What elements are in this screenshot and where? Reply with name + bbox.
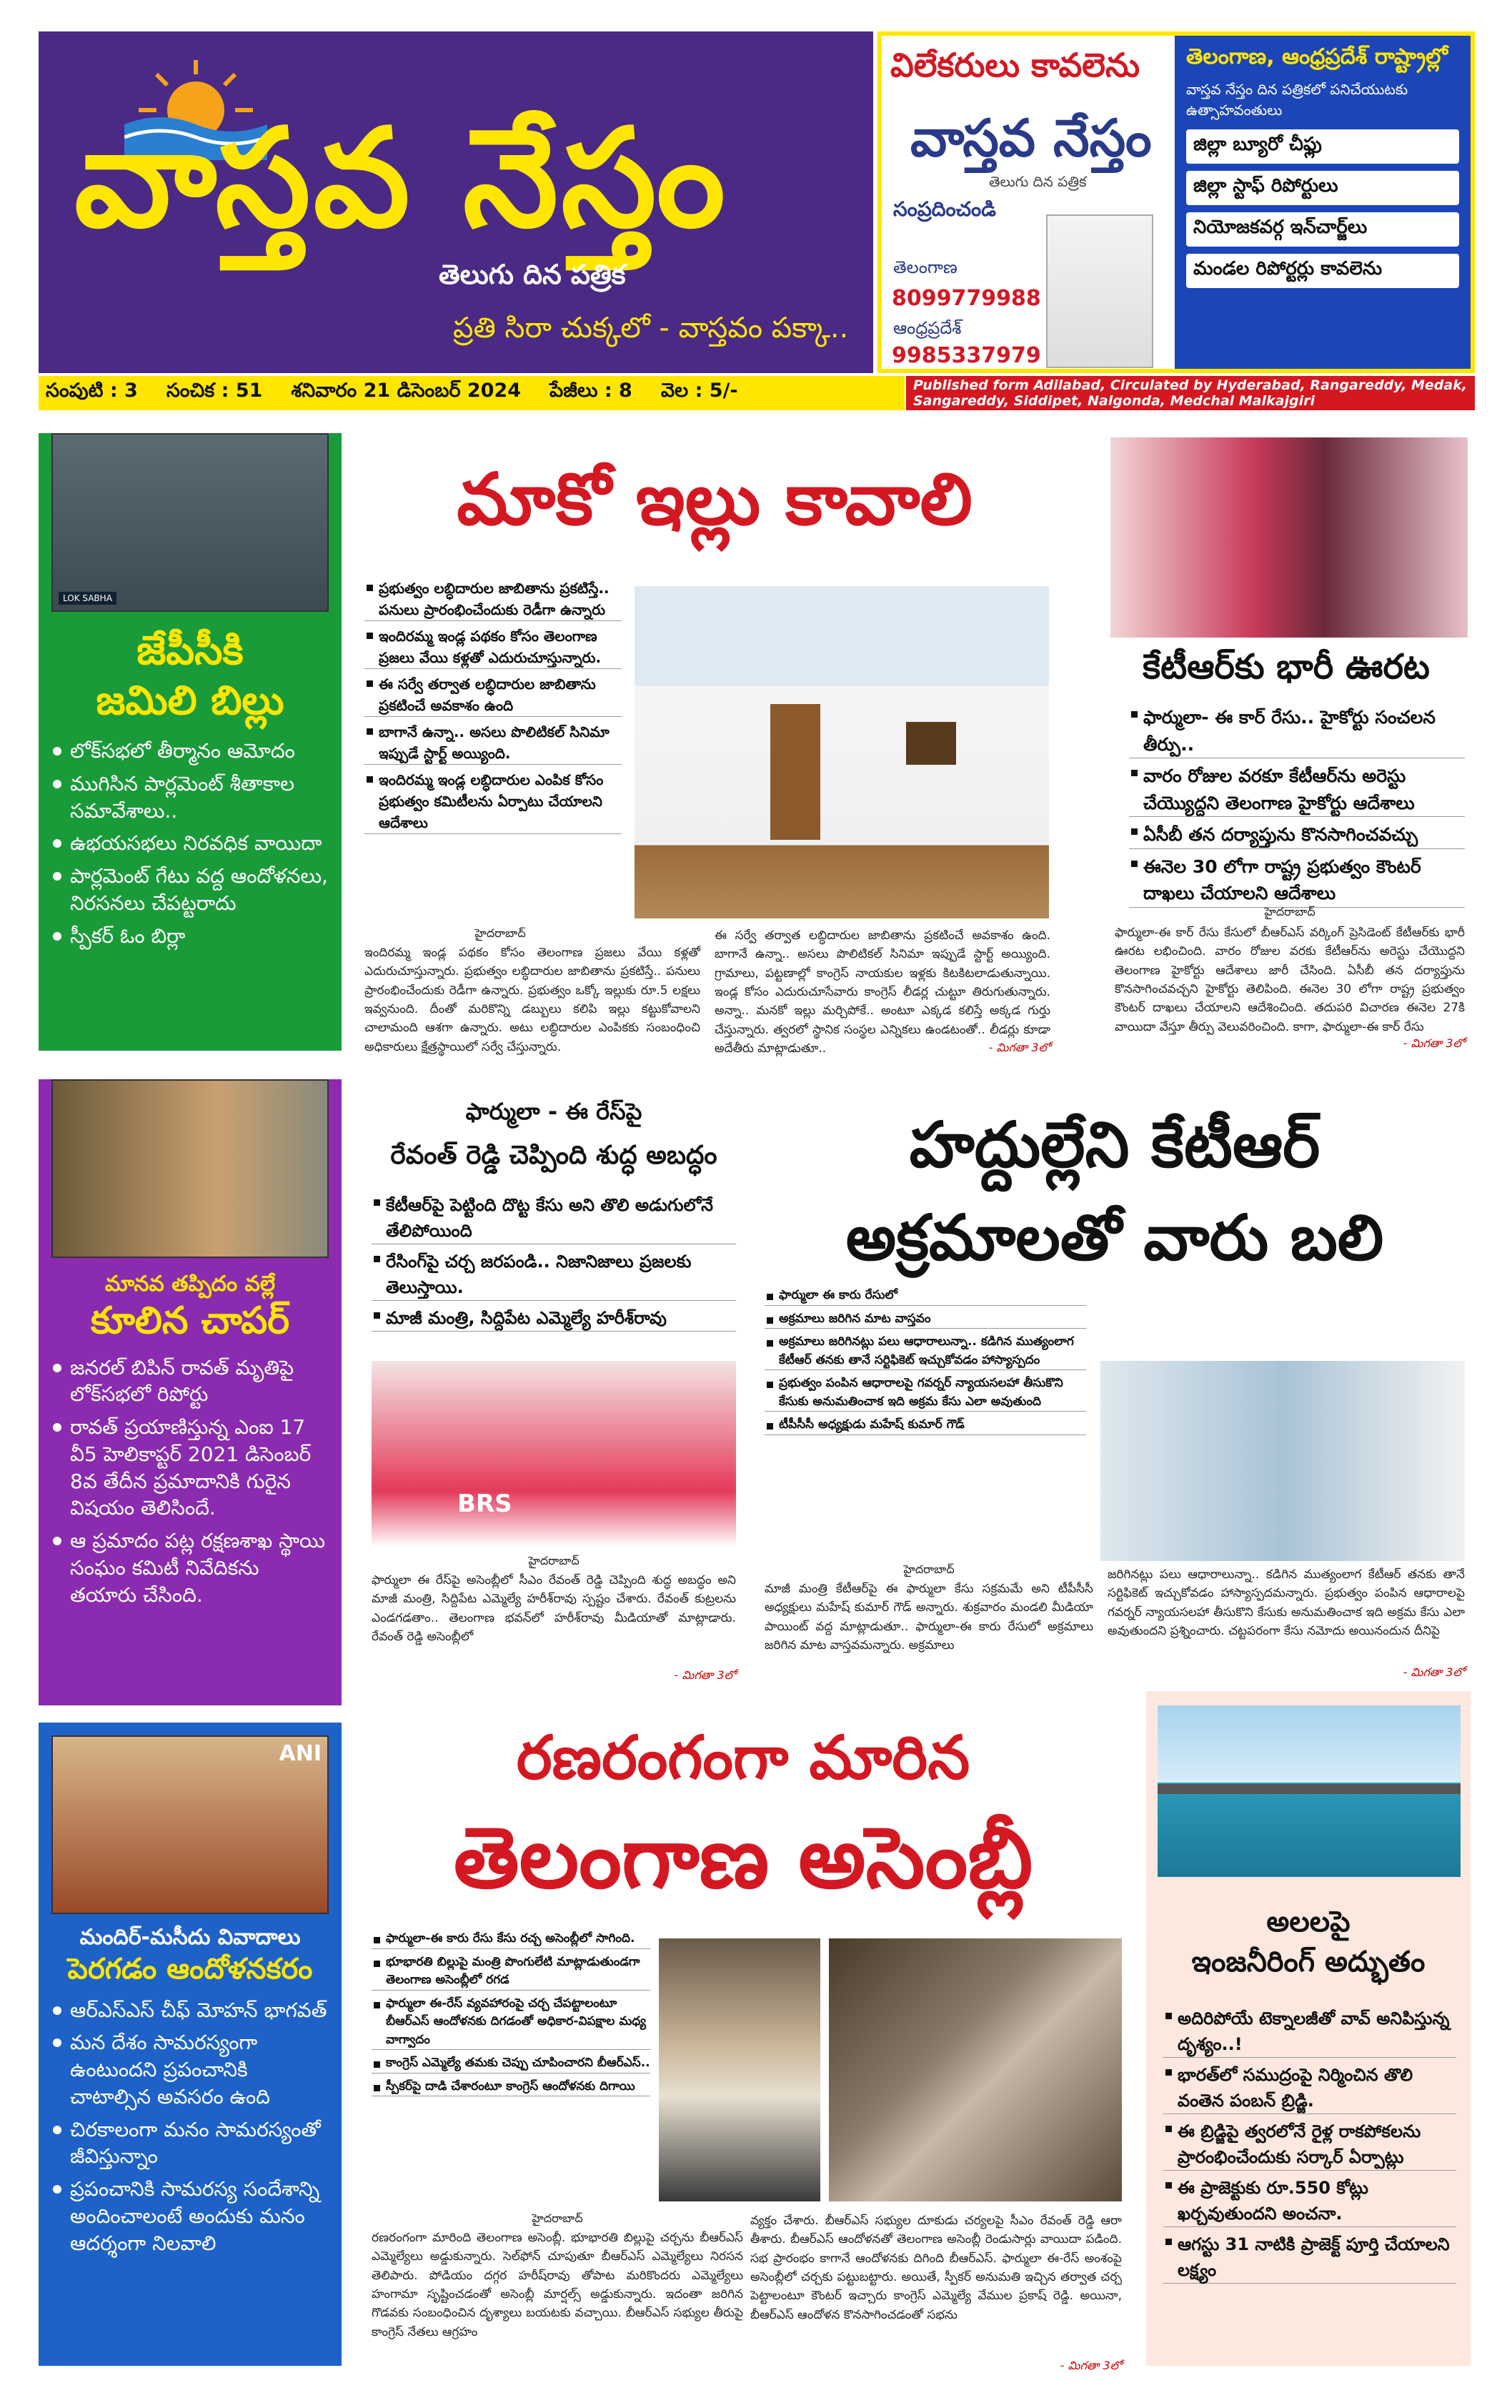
list-item: ఈ సర్వే తర్వాత లబ్ధిదారుల జాబితాను ప్రకటించే అవకాశం ఉంది bbox=[364, 673, 622, 717]
story6-bullets bbox=[1163, 2006, 1456, 2288]
story1-body-col1: ఇందిరమ్మ ఇండ్ల పథకం కోసం తెలంగాణ ప్రజలు వేయి కళ్లతో ఎదురుచూస్తున్నారు. ప్రభుత్వం లబ్ధిదారుల జాబితాను ప్రకటిస్తే.. పనులు ప్రారంభించేందుకు రెడీగా ఉన్నారు. ప్రభుత్వం ఒక్కో ఇల్లుకు రూ.5 లక్షలు ఇవ్వనుంది. దీంతో మరికొన్ని డబ్బులు కలిపి ఇల్లు కట్టుకోవాలని చాలామంది ఆశగా ఉన్నారు. అటు లబ్ధిదారుల ఎంపికకు సంబంధించి అధికారులు క్షేత్రస్థాయిలో సర్వే చేస్తున్నారు. bbox=[364, 946, 700, 1054]
harish-rao-photo bbox=[372, 1361, 736, 1547]
list-item: ఈ బ్రిడ్జిపై త్వరలోనే రైళ్ల రాకపోకలను ప్రారంభించేందుకు సర్కార్ ఏర్పాట్లు bbox=[1163, 2119, 1456, 2171]
brs-logo-text: BRS bbox=[457, 1490, 512, 1518]
story4-headline-line1: హద్దుల్లేని కేటీఆర్ bbox=[909, 1108, 1320, 1181]
house-photo bbox=[635, 586, 1049, 918]
date: శనివారం 21 డిసెంబర్ 2024 bbox=[291, 380, 522, 402]
panel-title: జమిలి బిల్లు bbox=[96, 678, 284, 724]
list-item: జిల్లా బ్యూరో చీఫ్లు bbox=[1186, 129, 1459, 164]
panel-bullets bbox=[51, 1354, 329, 1609]
list-item: జిల్లా స్టాఫ్ రిపోర్టులు bbox=[1186, 171, 1459, 205]
issue-info-strip bbox=[39, 376, 905, 410]
story1-continued: - మిగతా 3లో bbox=[988, 1041, 1050, 1054]
list-item: లోక్‌సభలో తీర్మానం ఆమోదం bbox=[51, 738, 329, 765]
newspaper-subtitle: తెలుగు దిన పత్రిక bbox=[439, 259, 626, 290]
story4-body-col1: మాజీ మంత్రి కేటీఆర్‌పై ఈ ఫార్ములా కేసు సక్రమమే అని టీపీసీసీ అధ్యక్షులు మహేష్ కుమార్ గౌడ్ అన్నారు. శుక్రవారం మండలి మీడియా పాయింట్ వద్ద మాట్లాడుతూ.. ఫార్ములా-ఈ కారు రేసులో అక్రమాలు జరిగిన మాట వాస్తవమన్నారు. అక్రమాలు bbox=[765, 1582, 1093, 1653]
list-item: ఆ ప్రమాదం పట్ల రక్షణశాఖ స్థాయి సంఘం కమిటీ నివేదికను తయారు చేసింది. bbox=[51, 1527, 329, 1608]
story5-bullets bbox=[372, 1930, 650, 2101]
pages: పేజీలు : 8 bbox=[549, 380, 632, 402]
list-item: పార్లమెంట్ గేటు వద్ద ఆందోళనలు, నిరసనలు చేపట్టరాదు bbox=[51, 863, 329, 917]
speaker-photo bbox=[51, 1735, 329, 1914]
list-item: మాజీ మంత్రి, సిద్దిపేట ఎమ్మెల్యే హరీశ్‌రావు bbox=[372, 1305, 736, 1332]
newspaper-title: వాస్తవ నేస్తం bbox=[74, 98, 728, 257]
ad-contact-label: సంప్రదించండి bbox=[893, 197, 996, 221]
ad-logo-subtitle: తెలుగు దిన పత్రిక bbox=[989, 173, 1087, 190]
list-item: కేటీఆర్‌పై పెట్టింది దొట్ట కేసు అని తొలి అడుగులోనే తేలిపోయింది bbox=[372, 1192, 736, 1244]
volume: సంపుటి : 3 bbox=[46, 380, 138, 402]
ad-right-title: తెలంగాణ, ఆంధ్రప్రదేశ్ రాష్ట్రాల్లో bbox=[1186, 44, 1448, 69]
story1-body-col2: ఈ సర్వే తర్వాత లబ్ధిదారుల జాబితాను ప్రకటించే అవకాశం ఉంది. బాగానే ఉన్నా.. అసలు పొలిటికల్ సినిమా ఇప్పుడే స్టార్ట్ అయ్యింది. గ్రామాలు, పట్టణాల్లో కాంగ్రెస్ నాయకుల ఇళ్లకు కిటకిటలాడుతున్నాయి. ఇండ్ల కోసం ఎదురుచూసేవారు కాంగ్రెస్ లీడర్ల చుట్టూ తిరుగుతున్నారు. అన్నా.. మనకో ఇల్లు మర్చిపోకే.. అంటూ ఎక్కడ కలిస్తే అక్కడ గుర్తు చేస్తున్నారు. త్వరలో స్థానిక సంస్థల ఎన్నికలు ఉండటంతో.. లీడర్లు కూడా అదేతీరు మాట్లాడుతూ.. bbox=[715, 928, 1050, 1056]
list-item: భూభారతి బిల్లుపై మంత్రి పొంగులేటి మాట్లాడుతుండగా తెలంగాణ అసెంబ్లీలో రగడ bbox=[372, 1953, 650, 1991]
list-item: స్పీకర్‌పై దాడి చేశారంటూ కాంగ్రెస్ ఆందోళనకు దిగాయి bbox=[372, 2078, 650, 2097]
list-item: టీపీసీసీ అధ్యక్షుడు మహేష్ కుమార్ గౌడ్ bbox=[765, 1416, 1086, 1435]
story5-continued: - మిగతా 3లో bbox=[1060, 2359, 1122, 2372]
story2-continued: - మిగతా 3లో bbox=[1403, 1036, 1465, 1050]
assembly-photo-right bbox=[829, 1938, 1122, 2201]
newspaper-thumbnail bbox=[1046, 214, 1153, 368]
panel-title: పెరగడం ఆందోళనకరం bbox=[67, 1952, 313, 1986]
story4-headline-line2: అక్రమాలతో వారు బలి bbox=[845, 1201, 1384, 1274]
issue: సంచిక : 51 bbox=[166, 380, 263, 402]
story5-headline-line1: రణరంగంగా మారిన bbox=[516, 1723, 970, 1793]
list-item: నియోజకవర్గ ఇన్‌చార్జ్‌లు bbox=[1186, 212, 1459, 247]
list-item: కాంగ్రెస్ ఎమ్మెల్యే తమకు చెప్పు చూపించారని బీఆర్ఎస్.. bbox=[372, 2054, 650, 2073]
list-item: ప్రభుత్వం పంపిన ఆధారాలపై గవర్నర్ న్యాయసలహా తీసుకొని కేసుకు అనుమతించాక ఇది అక్రమ కేసు ఎలా అవుతుంది bbox=[765, 1374, 1086, 1412]
publication-note: Published form Adilabad, Circulated by Hyderabad, Rangareddy, Medak, Sangareddy, Siddipet, Nalgonda, Medchal Malkajgiri bbox=[906, 376, 1475, 410]
list-item: ఆర్ఎస్ఎస్ చీఫ్ మోహన్ భాగవత్ bbox=[51, 1997, 329, 2024]
list-item: ముగిసిన పార్లమెంట్ శీతాకాల సమావేశాలు.. bbox=[51, 771, 329, 825]
ad-heading: విలేకరులు కావలెను bbox=[882, 36, 1175, 99]
list-item: రావత్ ప్రయాణిస్తున్న ఎంఐ 17 వీ5 హెలికాప్టర్ 2021 డిసెంబర్ 8వ తేదీన ప్రమాదానికి గురైన విషయం తెలిసిందే. bbox=[51, 1414, 329, 1522]
photo-caption: LOK SABHA bbox=[59, 592, 116, 605]
list-item: భారత్‌లో సముద్రంపై నిర్మించిన తొలి వంతెన పంబన్ బ్రిడ్జి. bbox=[1163, 2062, 1456, 2114]
story4-continued: - మిగతా 3లో bbox=[1403, 1665, 1465, 1679]
list-item: రేసింగ్‌పై చర్చ జరపండి.. నిజానిజాలు ప్రజలకు తెలుస్తాయి. bbox=[372, 1249, 736, 1301]
story4-body-col2: జరిగినట్లు పలు ఆధారాలున్నా.. కడిగిన ముత్యంలాగ కేటీఆర్ తనకు తానే సర్టిఫికెట్ ఇచ్చుకోవడం హాస్యాస్పదమన్నారు. ప్రభుత్వం పంపిన ఆధారాలపై గవర్నర్ న్యాయసలహా తీసుకొని కేసుకు అనుమతించాక ఇది అక్రమ కేసు ఎలా అవుతుందని ప్రశ్నించారు. చట్టపరంగా కేసు నమోదు అయినందున దీనిపై bbox=[1108, 1567, 1465, 1639]
list-item: మండల రిపోర్టర్లు కావలెను bbox=[1186, 254, 1459, 288]
bridge-story-box bbox=[1146, 1691, 1471, 2366]
story6-headline-line2: ఇంజనీరింగ్ అద్భుతం bbox=[1191, 1946, 1426, 1978]
panel-bullets bbox=[51, 738, 329, 950]
list-item: ఇందిరమ్మ ఇండ్ల పథకం కోసం తెలంగాణ ప్రజలు వేయి కళ్లతో ఎదురుచూస్తున్నారు. bbox=[364, 625, 622, 669]
story3-dateline: హైదరాబాద్ bbox=[528, 1554, 580, 1567]
story3-headline: రేవంత్ రెడ్డి చెప్పింది శుద్ధ అబద్ధం bbox=[390, 1141, 717, 1170]
ad-phone-andhra: 9985337979 bbox=[892, 343, 1041, 368]
list-item: చిరకాలంగా మనం సామరస్యంతో జీవిస్తున్నాం bbox=[51, 2116, 329, 2171]
story4-dateline: హైదరాబాద్ bbox=[903, 1562, 955, 1576]
list-item: ఫార్ములా ఈ-రేస్ వ్యవహారంపై చర్చ చేపట్టాలంటూ బీఆర్ఎస్ ఆందోళనకు దిగడంతో అధికార-విపక్షాల మధ్య వాగ్వాదం bbox=[372, 1995, 650, 2051]
list-item: అదిరిపోయే టెక్నాలజీతో వావ్ అనిపిస్తున్న దృశ్యం..! bbox=[1163, 2006, 1456, 2058]
ad-right-note: వాస్తవ నేస్తం దిన పత్రికలో పనిచేయుటకు ఉత్సాహవంతులు bbox=[1186, 80, 1408, 119]
list-item: ఫార్ములా- ఈ కార్ రేసు.. హైకోర్టు సంచలన తీర్పు.. bbox=[1129, 704, 1465, 758]
story5-body-col2: వ్యక్తం చేశారు. బీఆర్ఎస్ సభ్యుల దూకుడు చర్యలపై సీఎం రేవంత్ రెడ్డి ఆరా తీశారు. బీఆర్ఎస్ ఆందోళనతో తెలంగాణ అసెంబ్లీ రెండుసార్లు వాయిదా పడింది. సభ ప్రారంభం కాగానే ఆందోళనకు దిగింది బీఆర్ఎస్. ఫార్ములా ఈ-రేస్ అంశంపై అసెంబ్లీలో చర్చకు పట్టుబట్టారు. అయితే, స్పీకర్ అనుమతి ఇచ్చిన తర్వాత చర్చ పెట్టాలంటూ కౌంటర్ ఇచ్చారు కాంగ్రెస్ ఎమ్మెల్యే వేముల ప్రకాష్ రెడ్డి. అయినా, బీఆర్ఎస్ ఆందోళన కొనసాగించడంతో సభను bbox=[750, 2214, 1122, 2322]
story2-bullets bbox=[1129, 704, 1465, 912]
story2-dateline: హైదరాబాద్ bbox=[1264, 905, 1315, 918]
story4-bullets bbox=[765, 1287, 1086, 1440]
left-panel-jpc bbox=[39, 433, 342, 1051]
story2-headline: కేటీఆర్‌కు భారీ ఊరట bbox=[1143, 647, 1430, 687]
bridge-deck bbox=[1158, 1784, 1461, 1794]
assembly-photo-left bbox=[659, 1938, 820, 2201]
ani-logo: ANI bbox=[279, 1741, 322, 1766]
story5-dateline: హైదరాబాద్ bbox=[532, 2211, 583, 2225]
list-item: ఉభయసభలు నిరవధిక వాయిదా bbox=[51, 830, 329, 857]
panel-bullets bbox=[51, 1997, 329, 2257]
panel-title: కూలిన చాపర్ bbox=[90, 1299, 290, 1342]
list-item: ఇందిరమ్మ ఇండ్ల లబ్ధిదారుల ఎంపిక కోసం ప్రభుత్వం కమిటీలను ఏర్పాటు చేయాలని ఆదేశాలు bbox=[364, 769, 622, 834]
ad-region-telangana: తెలంగాణ bbox=[893, 257, 958, 277]
house-door bbox=[770, 704, 820, 840]
ad-phone-telangana: 8099779988 bbox=[892, 286, 1041, 311]
list-item: ఏసీబీ తన దర్యాప్తును కొనసాగించవచ్చు bbox=[1129, 821, 1465, 849]
ad-positions-panel bbox=[1175, 36, 1471, 369]
ad-logo: వాస్తవ నేస్తం bbox=[910, 107, 1152, 168]
story3-body: ఫార్ములా ఈ రేస్‌పై అసెంబ్లీలో సీఎం రేవంత్ రెడ్డి చెప్పింది శుద్ధ అబద్ధం అని మాజీ మంత్రి, సిద్దిపేట ఎమ్మెల్యే హరీశ్‌రావు స్పష్టం చేశారు. రేవంత్ కుట్రలను ఎండగడతాం.. తెలంగాణ భవన్‌లో హరీశ్‌రావు మీడియాతో మాట్లాడారు. రేవంత్ రెడ్డి అసెంబ్లీలో bbox=[372, 1573, 736, 1645]
list-item: జనరల్ బిపిన్ రావత్ మృతిపై లోక్‌సభలో రిపోర్టు bbox=[51, 1354, 329, 1409]
list-item: ఆగస్టు 31 నాటికి ప్రాజెక్ట్ పూర్తి చేయాలని లక్ష్యం bbox=[1163, 2231, 1456, 2284]
general-photo bbox=[51, 1079, 329, 1258]
ad-region-andhra: ఆంధ్రప్రదేశ్ bbox=[893, 318, 962, 338]
list-item: బాగానే ఉన్నా.. అసలు పొలిటికల్ సినిమా ఇప్పుడే స్టార్ట్ అయ్యింది. bbox=[364, 721, 622, 765]
list-item: ప్రభుత్వం లబ్ధిదారుల జాబితాను ప్రకటిస్తే.. పనులు ప్రారంభించేందుకు రెడీగా ఉన్నారు bbox=[364, 578, 622, 621]
story1-headline: మాకో ఇల్లు కావాలి bbox=[457, 457, 973, 541]
story6-headline-line1: అలలపై bbox=[1266, 1906, 1351, 1938]
story5-body-col1: రణరంగంగా మారింది తెలంగాణ అసెంబ్లీ. భూభారతి బిల్లుపై చర్చను బీఆర్ఎస్ ఎమ్మెల్యేలు అడ్డుకున్నారు. సెల్‌ఫోన్ చూపుతూ బీఆర్ఎస్ ఎమ్మెల్యేలు నిరసన తెలిపారు. పోడియం దగ్గర హరీష్‌రావు తోపాట మరికొందరు ఎమ్మెల్యేలు హంగామా సృష్టించడంతో అసెంబ్లీ మార్షల్స్ అడ్డుకున్నారు. ఇదంతా జరిగిన గొడవకు సంబంధించిన దృశ్యాలు బయటకు వచ్చాయి. బీఆర్ఎస్ సభ్యుల తీరుపై కాంగ్రెస్ నేతలు ఆగ్రహం bbox=[372, 2231, 743, 2339]
price: వెల : 5/- bbox=[660, 380, 738, 402]
list-item: స్పీకర్ ఓం బిర్లా bbox=[51, 923, 329, 950]
list-item: ఈ ప్రాజెక్టుకు రూ.550 కోట్లు ఖర్చవుతుందని అంచనా. bbox=[1163, 2175, 1456, 2227]
list-item: ఫార్ములా-ఈ కారు రేసు కేసు రచ్చ అసెంబ్లీలో సాగింది. bbox=[372, 1930, 650, 1949]
ad-positions-list bbox=[1186, 129, 1459, 288]
story3-continued: - మిగతా 3లో bbox=[674, 1668, 736, 1682]
list-item: అక్రమాలు జరిగినట్లు పలు ఆధారాలున్నా.. కడిగిన ముత్యంలాగ కేటీఆర్ తనకు తానే సర్టిఫికెట్ ఇచ్చుకోవడం హాస్యాస్పదం bbox=[765, 1333, 1086, 1370]
panel-kicker: మానవ తప్పిదం వల్లే bbox=[104, 1272, 276, 1297]
parliament-photo bbox=[51, 433, 329, 612]
story1-bullets bbox=[364, 578, 622, 838]
newspaper-slogan: ప్రతి సిరా చుక్కలో - వాస్తవం పక్కా.. bbox=[453, 312, 849, 345]
panel-title: జేపీసీకి bbox=[136, 628, 244, 674]
story3-bullets bbox=[372, 1192, 736, 1336]
ktr-photo bbox=[1110, 437, 1468, 638]
pamban-bridge-photo bbox=[1158, 1705, 1461, 1877]
story2-body: ఫార్ములా-ఈ కార్ రేసు కేసులో బీఆర్ఎస్ వర్కింగ్ ప్రెసిడెంట్ కేటీఆర్‌కు భారీ ఊరట లభించింది. వారం రోజుల వరకు కేటీఆర్‌ను అరెస్టు చేయొద్దని తెలంగాణ హైకోర్టు ఆదేశాలు జారీ చేసింది. ఏసీబీ తన దర్యాప్తును కొనసాగించవచ్చని హైకోర్టు తెలిపింది. ఈనెల 30 లోగా రాష్ట్ర ప్రభుత్వం కౌంటర్ దాఖలు చేయాలని ఆదేశించింది. తదుపరి విచారణ ఈనెల 27కి వాయిదా వేస్తూ తీర్పు వెలువరించింది. కాగా, ఫార్ములా-ఈ కార్ రేసు bbox=[1115, 926, 1465, 1034]
list-item: వారం రోజుల వరకూ కేటీఆర్‌ను అరెస్టు చేయ్యొద్దని తెలంగాణ హైకోర్టు ఆదేశాలు bbox=[1129, 763, 1465, 817]
story5-headline-line2: తెలంగాణ అసెంబ్లీ bbox=[453, 1808, 1033, 1907]
left-panel-mandir bbox=[39, 1723, 342, 2366]
house-window bbox=[906, 722, 956, 765]
story3-kicker: ఫార్ములా - ఈ రేస్‌పై bbox=[465, 1098, 642, 1125]
story1-dateline: హైదరాబాద్ bbox=[474, 926, 526, 940]
list-item: మన దేశం సామరస్యంగా ఉంటుందని ప్రపంచానికి చాటాల్సిన అవసరం ఉంది bbox=[51, 2029, 329, 2110]
masthead bbox=[39, 31, 873, 373]
reporters-wanted-ad bbox=[877, 31, 1475, 373]
list-item: ఫార్ములా ఈ కారు రేసులో bbox=[765, 1287, 1086, 1306]
mahesh-goud-photo bbox=[1100, 1361, 1465, 1561]
list-item: ప్రపంచానికి సామరస్య సందేశాన్ని అందించాలంటే అందుకు మనం ఆదర్శంగా నిలవాలి bbox=[51, 2176, 329, 2256]
panel-kicker: మందిర్-మసీదు వివాదాలు bbox=[79, 1925, 301, 1950]
left-panel-chopper bbox=[39, 1079, 342, 1705]
list-item: ఈనెల 30 లోగా రాష్ట్ర ప్రభుత్వం కౌంటర్ దాఖలు చేయాలని ఆదేశాలు bbox=[1129, 853, 1465, 908]
list-item: అక్రమాలు జరిగిన మాట వాస్తవం bbox=[765, 1310, 1086, 1329]
